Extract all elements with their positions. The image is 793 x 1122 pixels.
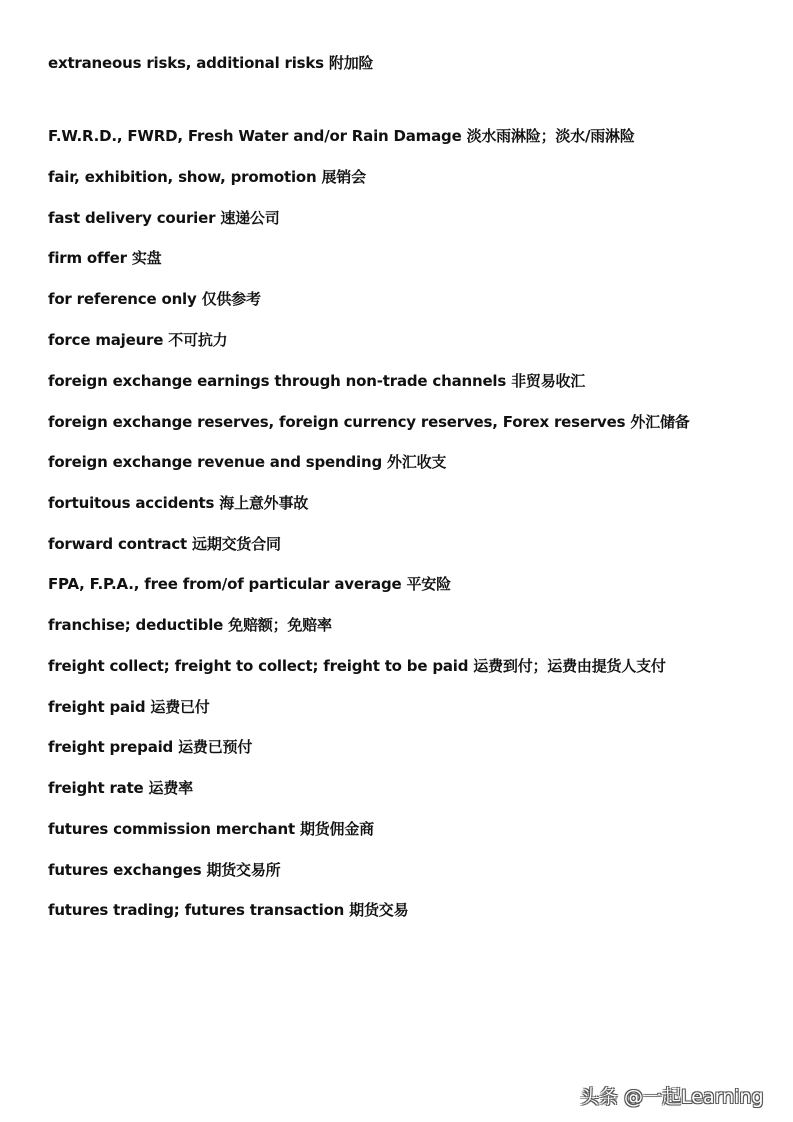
glossary-entry: futures exchanges 期货交易所 (48, 861, 281, 879)
glossary-entry: F.W.R.D., FWRD, Fresh Water and/or Rain Damage 淡水雨淋险；淡水/雨淋险 (48, 127, 635, 145)
glossary-entry: fair, exhibition, show, promotion 展销会 (48, 168, 366, 186)
glossary-entry: freight collect; freight to collect; freight to be paid 运费到付；运费由提货人支付 (48, 657, 666, 675)
glossary-entry: foreign exchange reserves, foreign currency reserves, Forex reserves 外汇储备 (48, 413, 690, 431)
glossary-entry: FPA, F.P.A., free from/of particular average 平安险 (48, 575, 451, 593)
glossary-entry: forward contract 远期交货合同 (48, 535, 281, 553)
glossary-entry: foreign exchange earnings through non-trade channels 非贸易收汇 (48, 372, 586, 390)
glossary-entry: fast delivery courier 速递公司 (48, 209, 280, 227)
glossary-entry: futures trading; futures transaction 期货交易 (48, 901, 409, 919)
glossary-entry: extraneous risks, additional risks 附加险 (48, 54, 374, 72)
glossary-entry: futures commission merchant 期货佣金商 (48, 820, 374, 838)
glossary-entry: freight prepaid 运费已预付 (48, 738, 253, 756)
glossary-entry: firm offer 实盘 (48, 249, 162, 267)
glossary-entry: foreign exchange revenue and spending 外汇收支 (48, 453, 447, 471)
glossary-entry: for reference only 仅供参考 (48, 290, 261, 308)
glossary-entry: freight rate 运费率 (48, 779, 193, 797)
glossary-entry: franchise; deductible 免赔额；免赔率 (48, 616, 332, 634)
source-watermark: 头条 @一起Learning (580, 1086, 764, 1108)
glossary-entry: fortuitous accidents 海上意外事故 (48, 494, 309, 512)
glossary-entry: force majeure 不可抗力 (48, 331, 228, 349)
glossary-entry: freight paid 运费已付 (48, 698, 210, 716)
